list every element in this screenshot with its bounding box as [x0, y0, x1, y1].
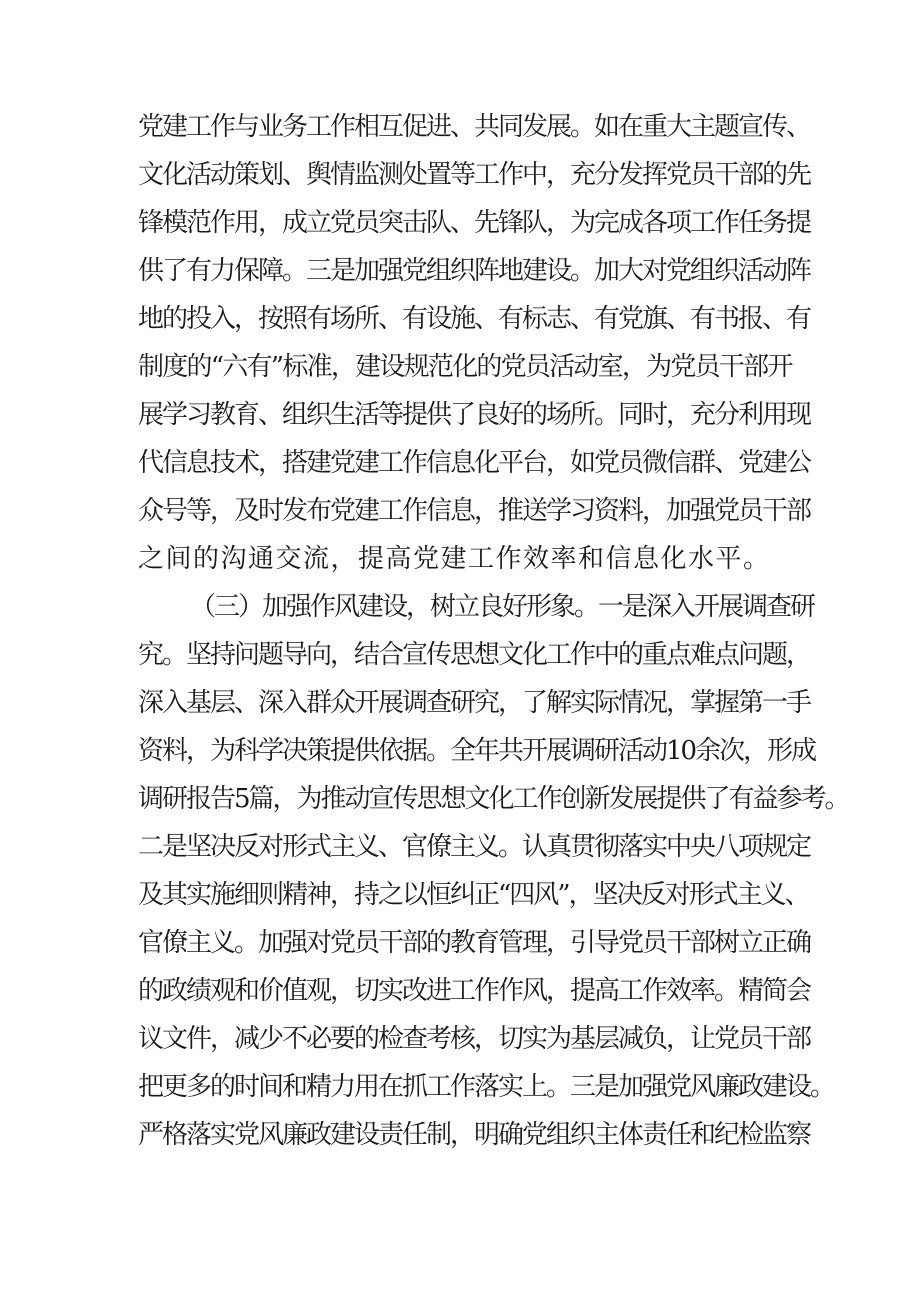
body-text-line: 党建工作与业务工作相互促进、共同发展。如在重大主题宣传、 — [138, 112, 811, 142]
body-text-line: 深入基层、深入群众开展调查研究，了解实际情况，掌握第一手 — [138, 688, 811, 718]
body-text-line: 二是坚决反对形式主义、官僚主义。认真贯彻落实中央八项规定 — [138, 832, 811, 862]
body-text-line: 文化活动策划、舆情监测处置等工作中，充分发挥党员干部的先 — [138, 160, 811, 190]
body-text-line: 官僚主义。加强对党员干部的教育管理，引导党员干部树立正确 — [138, 928, 811, 958]
body-text-line: 调研报告5篇，为推动宣传思想文化工作创新发展提供了有益参考。 — [138, 784, 849, 814]
body-text-line: 究。坚持问题导向，结合宣传思想文化工作中的重点难点问题， — [138, 640, 811, 670]
section-heading-line: （三）加强作风建设，树立良好形象。一是深入开展调查研 — [190, 592, 815, 622]
body-text-line: 之间的沟通交流，提高党建工作效率和信息化水平。 — [138, 544, 771, 574]
body-text-line: 代信息技术，搭建党建工作信息化平台，如党员微信群、党建公 — [138, 448, 811, 478]
body-text-line: 把更多的时间和精力用在抓工作落实上。三是加强党风廉政建设。 — [138, 1072, 835, 1102]
body-text-line: 锋模范作用，成立党员突击队、先锋队，为完成各项工作任务提 — [138, 208, 811, 238]
body-text-line: 的政绩观和价值观，切实改进工作作风，提高工作效率。精简会 — [138, 976, 811, 1006]
body-text-line: 议文件，减少不必要的检查考核，切实为基层减负，让党员干部 — [138, 1024, 811, 1054]
body-text-line: 资料，为科学决策提供依据。全年共开展调研活动10余次，形成 — [138, 736, 816, 766]
body-text-line: 地的投入，按照有场所、有设施、有标志、有党旗、有书报、有 — [138, 304, 811, 334]
body-text-line: 及其实施细则精神，持之以恒纠正“四风”，坚决反对形式主义、 — [138, 880, 809, 910]
body-text-line: 众号等，及时发布党建工作信息，推送学习资料，加强党员干部 — [138, 496, 811, 526]
body-text-line: 严格落实党风廉政建设责任制，明确党组织主体责任和纪检监察 — [138, 1120, 811, 1150]
body-text-line: 制度的“六有”标准，建设规范化的党员活动室，为党员干部开 — [138, 352, 792, 382]
body-text-line: 供了有力保障。三是加强党组织阵地建设。加大对党组织活动阵 — [138, 256, 811, 286]
body-text-line: 展学习教育、组织生活等提供了良好的场所。同时，充分利用现 — [138, 400, 811, 430]
